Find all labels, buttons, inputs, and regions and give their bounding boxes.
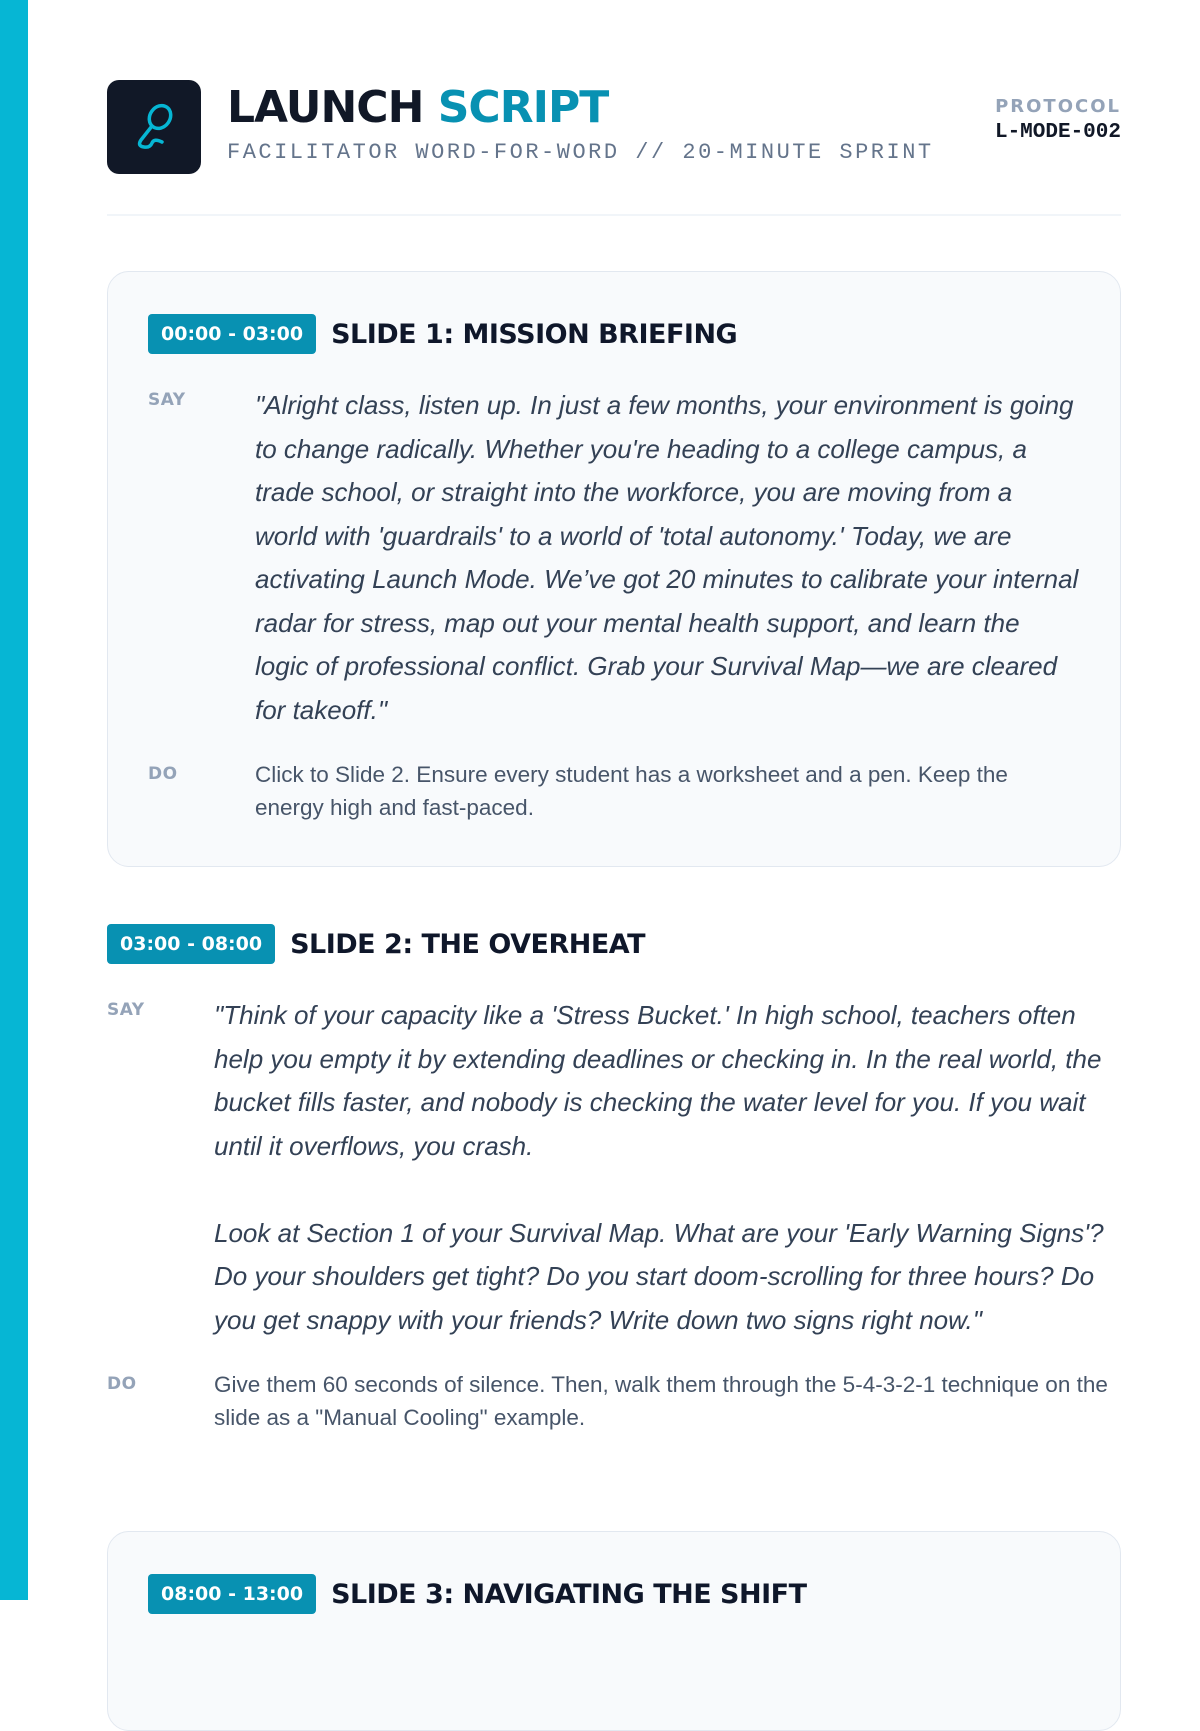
slide-title: SLIDE 3: NAVIGATING THE SHIFT xyxy=(331,1578,807,1610)
say-text: "Alright class, listen up. In just a few months, your environment is going to change radically. Whether you're heading to a college campus, a trade school, or straight into the workforce, you are moving from a world with 'guardrails' to a world of 'total autonomy.' Today, we are activating Launch Mode. We’ve got 20 minutes to calibrate your internal radar for stress, map out your mental health support, and learn the logic of professional conflict. Grab your Survival Map—we are cleared for takeoff." xyxy=(255,390,1079,725)
title-script: SCRIPT xyxy=(437,82,609,133)
say-label: SAY xyxy=(148,390,186,410)
say-row xyxy=(148,384,1080,732)
protocol-block xyxy=(995,96,1121,144)
slide-title: SLIDE 1: MISSION BRIEFING xyxy=(331,318,738,350)
protocol-label: PROTOCOL xyxy=(995,96,1121,117)
slide-header xyxy=(148,1574,1080,1614)
do-label: DO xyxy=(148,764,178,784)
logo-badge xyxy=(107,80,201,174)
page-subtitle: FACILITATOR WORD-FOR-WORD // 20-MINUTE SPRINT xyxy=(227,140,934,165)
page-title xyxy=(227,82,608,134)
do-row xyxy=(107,1368,1121,1434)
time-badge: 03:00 - 08:00 xyxy=(107,924,275,964)
do-label: DO xyxy=(107,1374,137,1394)
protocol-code: L-MODE-002 xyxy=(994,121,1121,144)
header-divider xyxy=(107,214,1121,216)
do-row xyxy=(148,758,1080,824)
time-badge: 08:00 - 13:00 xyxy=(148,1574,316,1614)
title-launch: LAUNCH xyxy=(227,82,424,133)
microphone-icon xyxy=(132,102,178,152)
slide-header xyxy=(107,924,1121,964)
time-badge: 00:00 - 03:00 xyxy=(148,314,316,354)
do-text: Give them 60 seconds of silence. Then, walk them through the 5-4-3-2-1 technique on the slide as a "Manual Cooling" example. xyxy=(214,1372,1108,1430)
slide-section-1 xyxy=(107,271,1121,867)
slide-section-2 xyxy=(107,924,1121,1434)
say-text: "Think of your capacity like a 'Stress Bucket.' In high school, teachers often help you empty it by extending deadlines or checking in. In the real world, the bucket fills faster, and nobody is checking the water level for you. If you wait until it overflows, you crash. Look at Section 1 of your Survival Map. What are your 'Early Warning Signs'? Do your shoulders get tight? Do you start doom-scrolling for three hours? Do you get snappy with your friends? Write down two signs right now." xyxy=(214,1000,1104,1335)
do-text: Click to Slide 2. Ensure every student has a worksheet and a pen. Keep the energy high and fast-paced. xyxy=(255,762,1008,820)
header xyxy=(107,80,1121,180)
slide-section-3 xyxy=(107,1531,1121,1731)
accent-side-bar xyxy=(0,0,28,1600)
slide-title: SLIDE 2: THE OVERHEAT xyxy=(290,928,645,960)
slide-header xyxy=(148,314,1080,354)
say-label: SAY xyxy=(107,1000,145,1020)
say-row xyxy=(107,994,1121,1342)
